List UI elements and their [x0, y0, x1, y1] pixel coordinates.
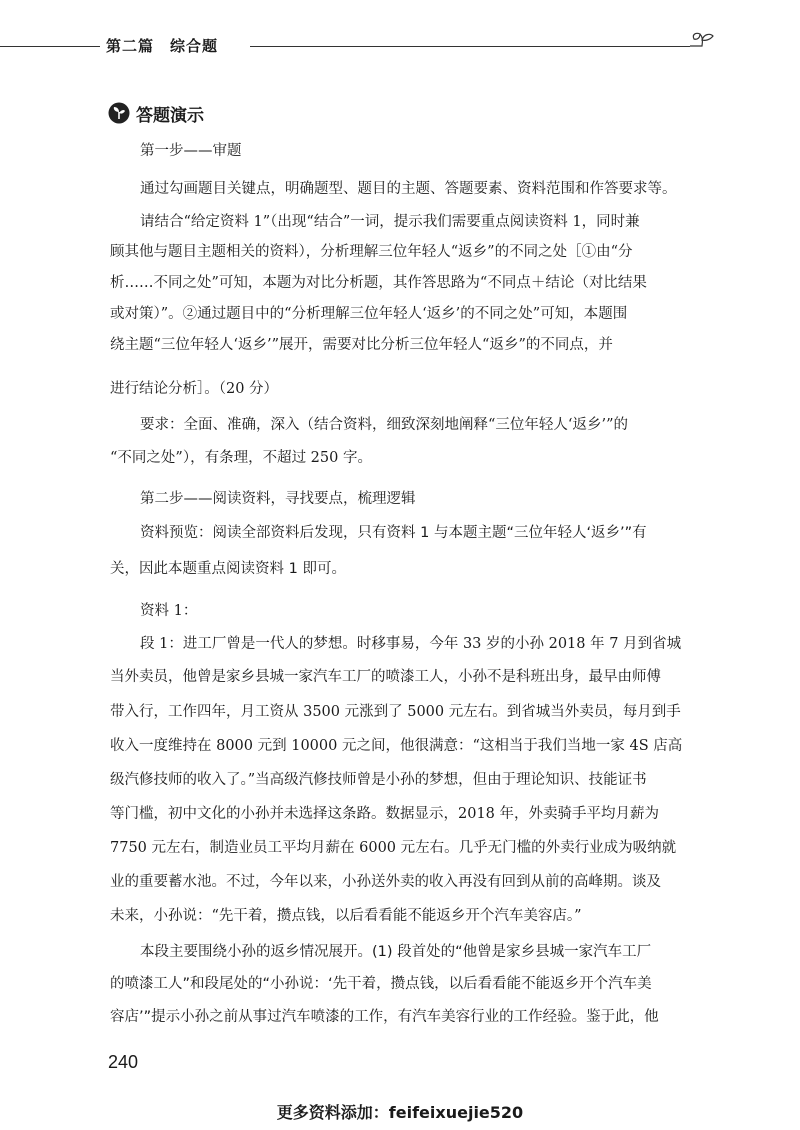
text-line: 带入行，工作四年，月工资从 3500 元涨到了 5000 元左右。到省城当外卖员，每月到手	[110, 704, 681, 720]
running-header	[0, 30, 800, 66]
text-line: 或对策）”。②通过题目中的“分析理解三位年轻人‘返乡’的不同之处”可知，本题围	[110, 306, 628, 322]
text-line: 本段主要围绕小孙的返乡情况展开。(1) 段首处的“他曾是家乡县城一家汽车工厂	[140, 944, 652, 960]
text-line: 资料预览：阅读全部资料后发现，只有资料 1 与本题主题“三位年轻人‘返乡’”有	[140, 525, 647, 541]
text-line: 业的重要蓄水池。不过，今年以来，小孙送外卖的收入再没有回到从前的高峰期。谈及	[110, 874, 661, 890]
text-line: 通过勾画题目关键点，明确题型、题目的主题、答题要素、资料范围和作答要求等。	[140, 181, 677, 197]
text-line: 7750 元左右，制造业员工平均月薪在 6000 元左右。几乎无门槛的外卖行业成为吸纳就	[110, 840, 677, 856]
source-label: 资料 1：	[140, 603, 198, 619]
text-line: 容店’”提示小孙之前从事过汽车喷漆的工作，有汽车美容行业的工作经验。鉴于此，他	[110, 1009, 659, 1025]
text-line: 未来，小孙说：“先干着，攒点钱，以后看看能不能返乡开个汽车美容店。”	[110, 908, 582, 924]
text-line: 等门槛，初中文化的小孙并未选择这条路。数据显示，2018 年，外卖骑手平均月薪为	[110, 806, 660, 822]
text-line: 请结合“给定资料 1”（出现“结合”一词，提示我们需要重点阅读资料 1，同时兼	[140, 214, 640, 230]
text-line: 关，因此本题重点阅读资料 1 即可。	[110, 561, 346, 577]
chapter-title: 第二篇 综合题	[106, 37, 219, 55]
text-line: 要求：全面、准确，深入（结合资料，细致深刻地阐释“三位年轻人‘返乡’”的	[140, 417, 629, 433]
sprout-icon	[688, 30, 718, 60]
text-line: 绕主题“三位年轻人‘返乡’”展开，需要对比分析三位年轻人“返乡”的不同点，并	[110, 337, 613, 353]
text-line: 当外卖员，他曾是家乡县城一家汽车工厂的喷漆工人，小孙不是科班出身，最早由师傅	[110, 669, 661, 685]
section-heading	[108, 100, 204, 126]
text-line: “不同之处”），有条理，不超过 250 字。	[110, 450, 372, 466]
text-line: 段 1：进工厂曾是一代人的梦想。时移事易，今年 33 岁的小孙 2018 年 7 月到省城	[140, 636, 682, 652]
text-line: 顾其他与题目主题相关的资料），分析理解三位年轻人“返乡”的不同之处［①由“分	[110, 244, 633, 260]
step-one-heading: 第一步——审题	[140, 143, 242, 159]
header-rule-left	[0, 46, 100, 47]
text-line: 级汽修技师的收入了。”当高级汽修技师曾是小孙的梦想，但由于理论知识、技能证书	[110, 772, 647, 788]
header-rule-right	[250, 46, 690, 47]
text-line: 的喷漆工人”和段尾处的“小孙说：‘先干着，攒点钱，以后看看能不能返乡开个汽车美	[110, 976, 652, 992]
section-title: 答题演示	[136, 105, 204, 126]
leaf-badge-icon	[108, 102, 130, 124]
text-line: 进行结论分析］。（20 分）	[110, 381, 279, 397]
step-two-heading: 第二步——阅读资料，寻找要点，梳理逻辑	[140, 491, 416, 507]
text-line: 析……不同之处”可知，本题为对比分析题，其作答思路为“不同点＋结论（对比结果	[110, 275, 647, 291]
page-number: 240	[108, 1052, 139, 1072]
footer-note: 更多资料添加：feifeixuejie520	[276, 1103, 524, 1122]
text-line: 收入一度维持在 8000 元到 10000 元之间，他很满意：“这相当于我们当地一家 4S 店高	[110, 738, 683, 754]
